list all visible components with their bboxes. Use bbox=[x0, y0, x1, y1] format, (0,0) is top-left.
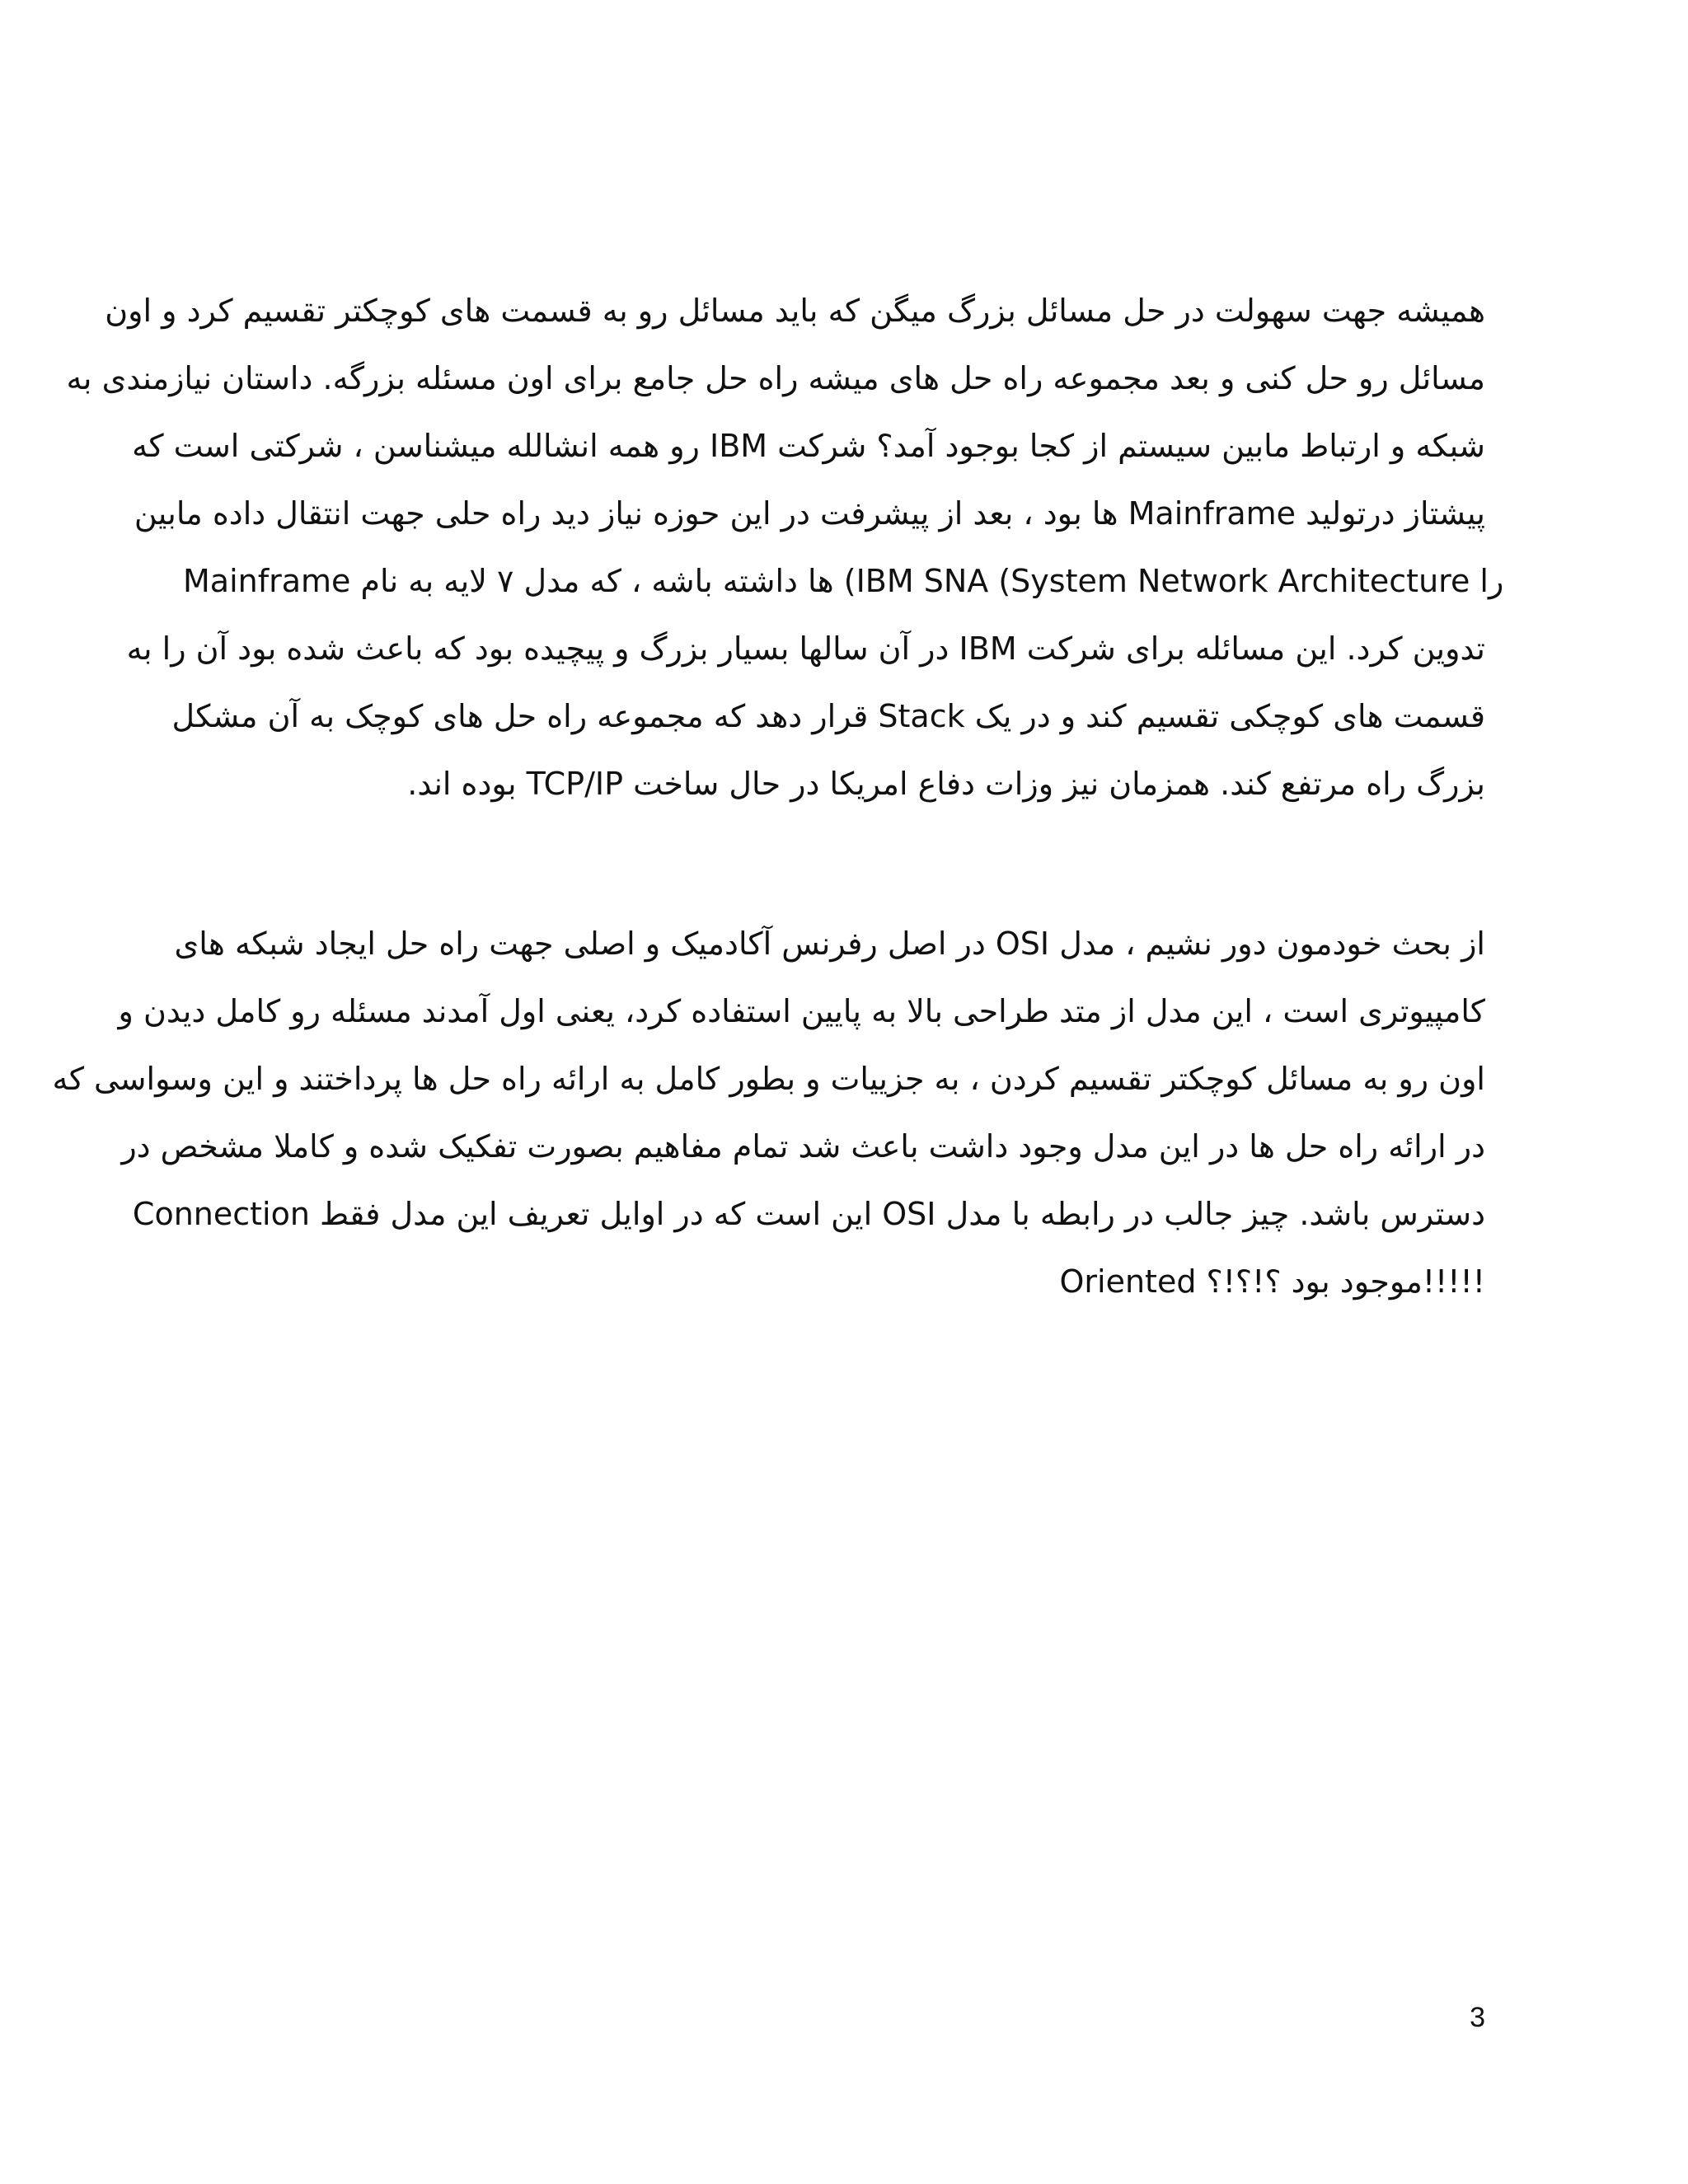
text-line: قسمت های کوچکی تقسیم کند و در یک Stack قرار دهد که مجموعه راه حل های کوچک به آن مشکل bbox=[171, 698, 1485, 734]
text-line: Oriented موجود بود ؟!؟!؟!!!!! bbox=[1059, 1263, 1485, 1300]
text-line: در ارائه راه حل ها در این مدل وجود داشت باعث شد تمام مفاهیم بصورت تفکیک شده و کاملا مشخص در bbox=[121, 1128, 1485, 1165]
text-line: اون رو به مسائل کوچکتر تقسیم کردن ، به جزییات و بطور کامل به ارائه راه حل ها پرداختند و این وسواسی که bbox=[52, 1061, 1485, 1097]
text-line: کامپیوتری است ، این مدل از متد طراحی بالا به پایین استفاده کرد، یعنی اول آمدند مسئله رو کامل دیدن و bbox=[118, 993, 1485, 1029]
paragraph-ibm-sna-history bbox=[66, 277, 1504, 818]
page-number: 3 bbox=[1470, 2002, 1485, 2033]
text-line: تدوین کرد. این مسائله برای شرکت IBM در آن سالها بسیار بزرگ و پیچیده بود که باعث شده بود آن را به bbox=[126, 630, 1485, 667]
text-line: شبکه و ارتباط مابین سیستم از کجا بوجود آمد؟ شرکت IBM رو همه انشالله میشناسن ، شرکتی است که bbox=[132, 428, 1485, 464]
text-line: بزرگ راه مرتفع کند. همزمان نیز وزات دفاع امریکا در حال ساخت TCP/IP بوده اند. bbox=[407, 766, 1485, 802]
text-line: پیشتاز درتولید Mainframe ها بود ، بعد از پیشرفت در این حوزه نیاز دید راه حلی جهت انتقال داده مابین bbox=[134, 495, 1485, 532]
text-line: مسائل رو حل کنی و بعد مجموعه راه حل های میشه راه حل جامع برای اون مسئله بزرگه. داستان نیازمندی به bbox=[66, 360, 1485, 396]
text-line: دسترس باشد. چیز جالب در رابطه با مدل OSI این است که در اوایل تعریف این مدل فقط Connection bbox=[132, 1196, 1485, 1232]
paragraph-osi-model bbox=[52, 910, 1485, 1315]
text-line: Mainframe ها داشته باشه ، که مدل ۷ لایه به نام (IBM SNA (System Network Architecture را bbox=[183, 563, 1504, 599]
text-line: همیشه جهت سهولت در حل مسائل بزرگ میگن که باید مسائل رو به قسمت های کوچکتر تقسیم کرد و اون bbox=[105, 293, 1485, 329]
text-line: از بحث خودمون دور نشیم ، مدل OSI در اصل رفرنس آکادمیک و اصلی جهت راه حل ایجاد شبکه های bbox=[174, 926, 1485, 962]
